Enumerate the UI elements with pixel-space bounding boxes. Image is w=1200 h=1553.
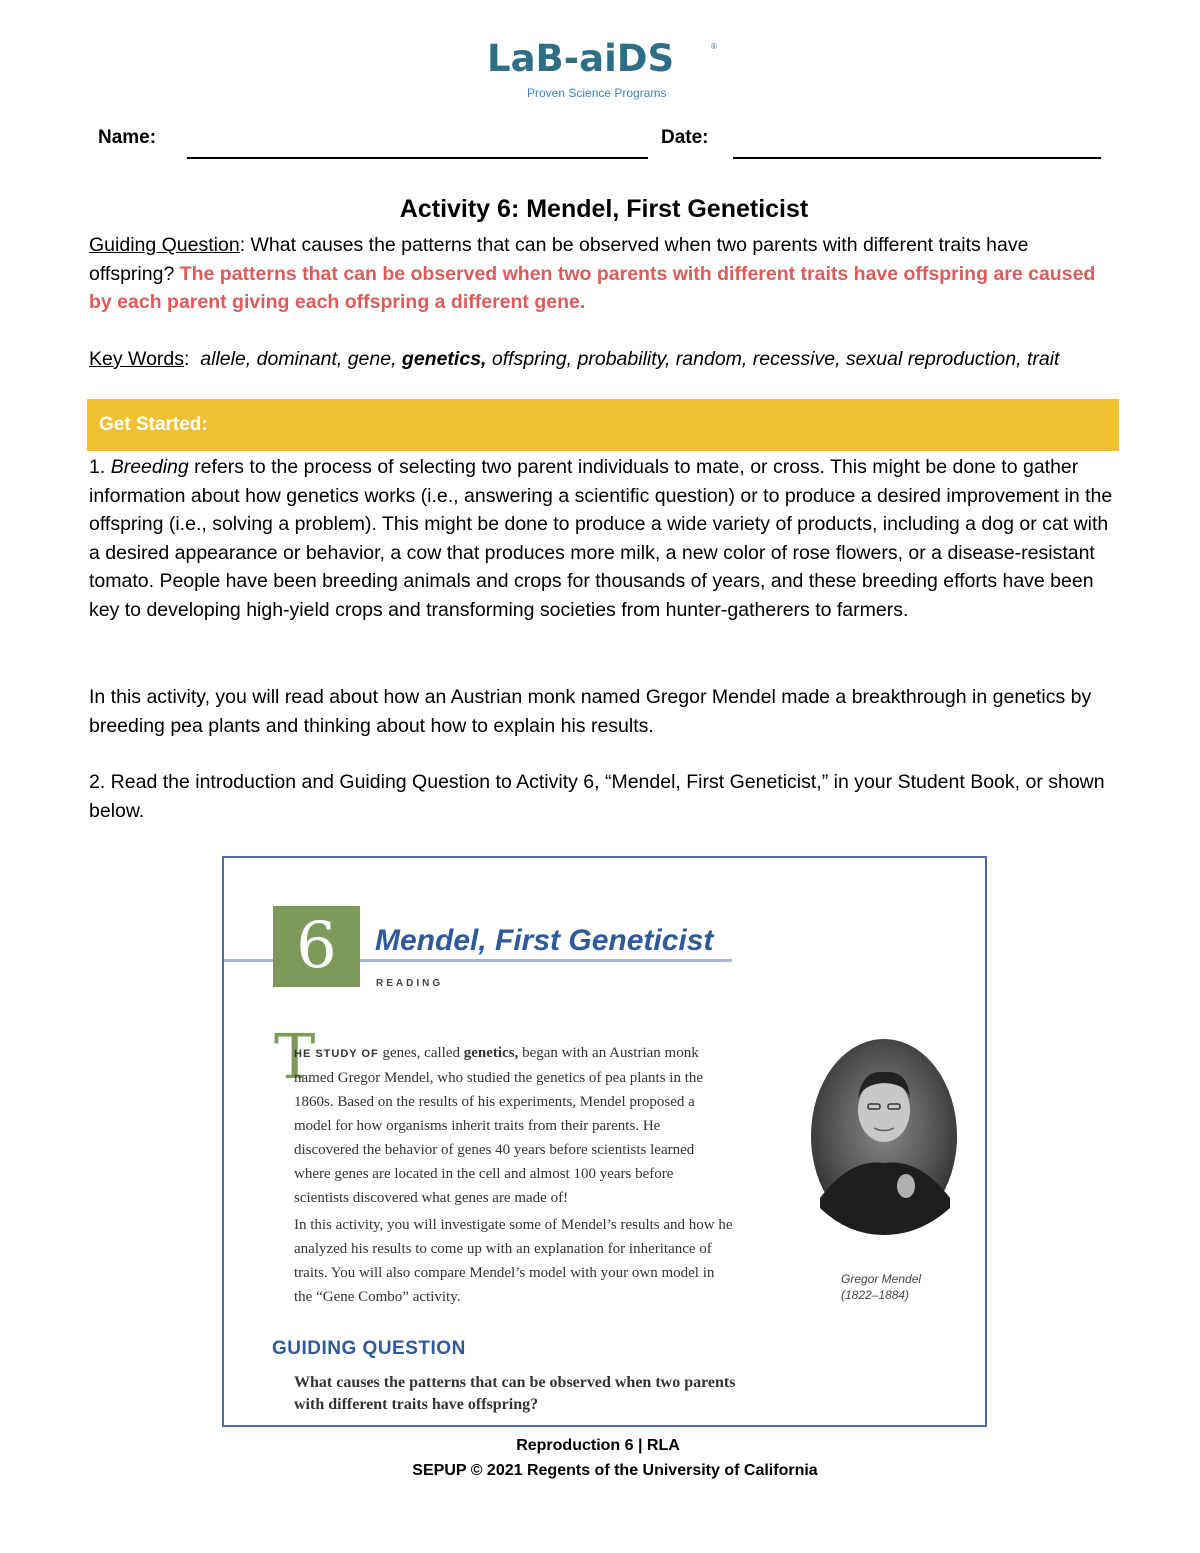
- textbook-excerpt-image: [222, 856, 987, 1427]
- guiding-question-answer: The patterns that can be observed when two parents with different traits have offspring are caused by each parent giving each offspring a different gene.: [89, 262, 1096, 313]
- logo-tagline: Proven Science Programs: [527, 86, 667, 100]
- step-1-italic-term: Breeding: [110, 456, 189, 478]
- portrait-caption-name: Gregor Mendel: [841, 1272, 922, 1286]
- step-1-paragraph: [89, 453, 1124, 624]
- drop-cap: T: [274, 1020, 316, 1093]
- key-words-list-end: offspring, probability, random, recessive, sexual reproduction, trait: [486, 348, 1060, 370]
- guiding-question-text: What causes the patterns that can be observed when two parents with different traits have offspring?: [89, 234, 1029, 285]
- logo-registered-mark: ®: [711, 42, 717, 51]
- get-started-bar: [87, 399, 1119, 451]
- intro-smallcaps: HE STUDY OF: [294, 1048, 379, 1060]
- intro-bold-term: genetics,: [463, 1045, 519, 1061]
- date-field-line[interactable]: [733, 157, 1101, 159]
- textbook-intro-paragraph: [294, 1041, 714, 1210]
- portrait-caption: [841, 1271, 921, 1303]
- guiding-question: [89, 231, 1119, 317]
- name-label: Name:: [98, 127, 157, 148]
- key-words-colon: :: [184, 348, 190, 370]
- name-field-line[interactable]: [187, 157, 648, 159]
- get-started-heading: Get Started:: [99, 414, 208, 435]
- key-words-list-start: allele, dominant, gene,: [189, 348, 402, 370]
- step-1-number: 1.: [89, 456, 111, 478]
- footer-unit: Reproduction 6 | RLA: [516, 1437, 680, 1454]
- gregor-mendel-portrait: [810, 1038, 958, 1235]
- activity-intro-paragraph: In this activity, you will read about how an Austrian monk named Gregor Mendel made a breakthrough in genetics by breeding pea plants and thinking about how to explain his results.: [89, 686, 1092, 737]
- lab-aids-logo: [487, 38, 727, 108]
- footer-copyright: SEPUP © 2021 Regents of the University of California: [412, 1462, 818, 1479]
- page-title: Activity 6: Mendel, First Geneticist: [399, 195, 809, 223]
- date-label: Date:: [661, 127, 709, 148]
- textbook-activity-paragraph: In this activity, you will investigate some of Mendel’s results and how he analyzed his results to come up with an explanation for inheritance of traits. You will also compare Mendel’s model with your own model in the “Gene Combo” activity.: [294, 1217, 733, 1305]
- intro-text-b: began with an Austrian monk named Gregor Mendel, who studied the genetics of pea plants in the 1860s. Based on the results of his experiments, Mendel proposed a model for how organisms inherit traits from their parents. He discovered the behavior of genes 40 years before scientists learned where genes are located in the cell and almost 100 years before scientists discovered what genes are made of!: [294, 1045, 704, 1206]
- step-2-paragraph: 2. Read the introduction and Guiding Question to Activity 6, “Mendel, First Geneticist,” in your Student Book, or shown below.: [89, 771, 1105, 822]
- portrait-caption-dates: (1822–1884): [841, 1288, 910, 1302]
- intro-text-a: genes, called: [378, 1045, 464, 1061]
- logo-wordmark: LaB-aiDS: [487, 37, 675, 80]
- activity-number: 6: [296, 909, 337, 983]
- key-words-bold-term: genetics,: [401, 348, 487, 370]
- textbook-activity-subtitle: READING: [376, 978, 444, 989]
- step-1-text: refers to the process of selecting two parent individuals to mate, or cross. This might be done to gather information about how genetics works (i.e., answering a scientific question) or to produce a desired improvement in the offspring (i.e., solving a problem). This might be done to produce a wide variety of products, including a dog or cat with a desired appearance or behavior, a cow that produces more milk, a new color of rose flowers, or a disease-resistant tomato. People have been breeding animals and crops for thousands of years, and these breeding efforts have been key to developing high-yield crops and transforming societies from hunter-gatherers to farmers.: [89, 456, 1113, 621]
- textbook-activity-title: Mendel, First Geneticist: [375, 924, 714, 957]
- guiding-question-label: Guiding Question: [89, 234, 240, 256]
- guiding-question-colon: :: [239, 234, 246, 256]
- textbook-guiding-question-heading: GUIDING QUESTION: [272, 1338, 466, 1359]
- key-words-label: Key Words: [89, 348, 185, 370]
- key-words: [89, 345, 1119, 374]
- textbook-guiding-question-text: What causes the patterns that can be observed when two parents with different traits have offspring?: [294, 1374, 736, 1413]
